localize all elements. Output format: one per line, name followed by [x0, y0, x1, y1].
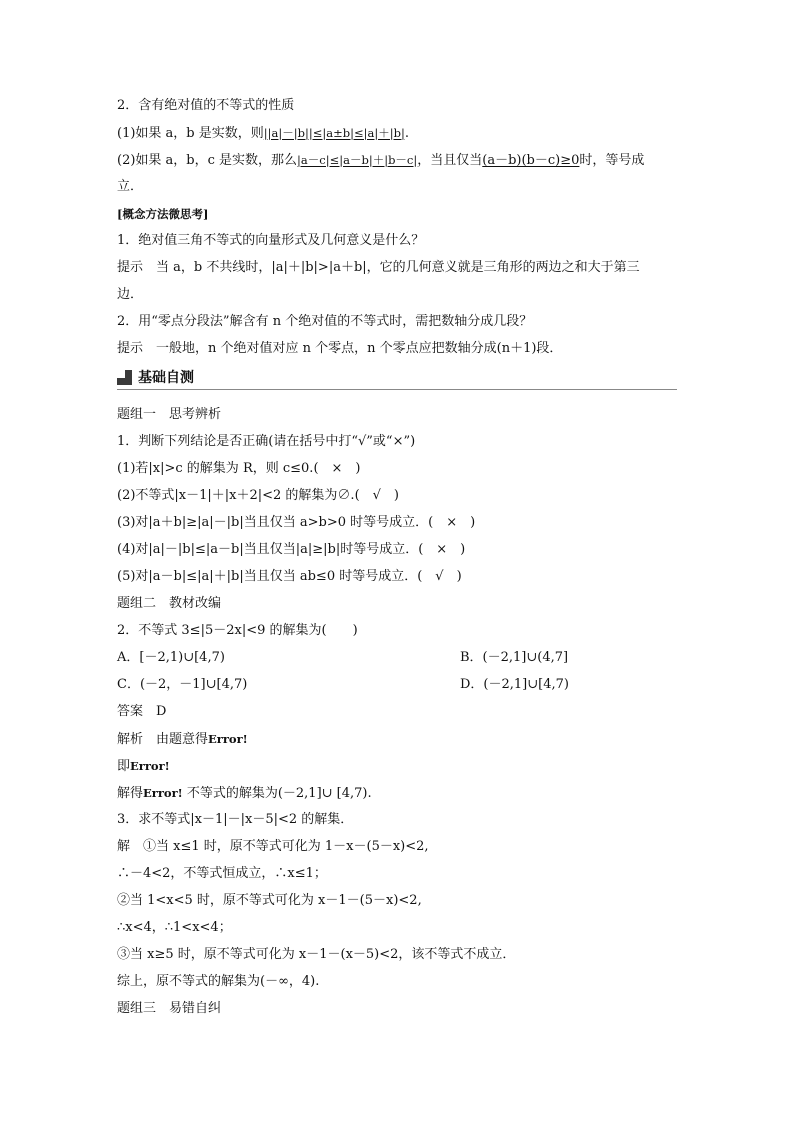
analysis-error-1: Error!: [208, 732, 248, 746]
exercise-1-item-4: (4)对|a|－|b|≤|a－b|当且仅当|a|≥|b|时等号成立．( × ): [117, 542, 466, 557]
analysis-intro: 解析 由题意得: [117, 732, 209, 747]
question-2: 2．用“零点分段法”解含有 n 个绝对值的不等式时，需把数轴分成几段？: [117, 314, 533, 329]
option-b: B．(－2,1]∪(4,7]: [460, 650, 569, 665]
section-square-icon: [117, 370, 132, 385]
property-2-intro: (2)如果 a，b，c 是实数，那么: [117, 153, 298, 168]
section-divider: [117, 389, 677, 390]
hint-1-continued: 边．: [117, 287, 144, 302]
property-2-end: 时，等号成: [579, 153, 645, 168]
group-2-heading: 题组二 教材改编: [117, 596, 222, 611]
analysis-error-3: Error!: [143, 786, 183, 800]
property-2-condition: (a－b)(b－c)≥0: [482, 153, 580, 168]
section-title: 基础自测: [138, 370, 194, 386]
analysis-line-1: [117, 730, 697, 749]
property-2: [117, 151, 697, 170]
exercise-2-options-row-1: [117, 649, 697, 667]
analysis-line-2: [117, 757, 697, 776]
analysis-solve: 解得: [117, 786, 144, 801]
exercise-2-options-row-2: [117, 676, 697, 694]
option-d: D．(－2,1]∪[4,7): [460, 677, 569, 692]
analysis-line-3: [117, 784, 697, 803]
property-1-end: .: [404, 126, 409, 141]
group-1-heading: 题组一 思考辨析: [117, 407, 222, 422]
group-3-heading: 题组三 易错自纠: [117, 1001, 222, 1016]
question-1: 1．绝对值三角不等式的向量形式及几何意义是什么？: [117, 233, 425, 248]
exercise-1-prompt: 1．判断下列结论是否正确(请在括号中打“√”或“×”): [117, 434, 416, 449]
hint-1: 提示 当 a，b 不共线时，|a|＋|b|>|a＋b|，它的几何意义就是三角形的两边之和大于第三: [117, 260, 640, 275]
exercise-1-item-2: (2)不等式|x－1|＋|x＋2|<2 的解集为∅.( √ ): [117, 488, 399, 503]
exercise-1-item-3: (3)对|a＋b|≥|a|－|b|当且仅当 a>b>0 时等号成立．( × ): [117, 515, 476, 530]
section-header: [117, 367, 194, 387]
solution-line-4: ∴x<4，∴1<x<4；: [117, 920, 232, 935]
concept-section-label: [概念方法微思考]: [117, 207, 209, 221]
property-1-formula: ||a|－|b||≤|a±b|≤|a|＋|b|: [263, 126, 405, 140]
property-2-continued: 立．: [117, 179, 144, 194]
property-2-formula: |a－c|≤|a－b|＋|b－c|: [297, 153, 418, 167]
analysis-ji: 即: [117, 759, 131, 774]
solution-line-1: 解 ①当 x≤1 时，原不等式可化为 1－x－(5－x)<2,: [117, 839, 429, 854]
property-heading: 2．含有绝对值的不等式的性质: [117, 98, 295, 113]
option-a: A．[－2,1)∪[4,7): [117, 650, 225, 665]
analysis-result: 不等式的解集为(－2,1]∪ [4,7).: [182, 786, 372, 801]
solution-line-3: ②当 1<x<5 时，原不等式可化为 x－1－(5－x)<2,: [117, 893, 422, 908]
solution-line-5: ③当 x≥5 时，原不等式可化为 x－1－(x－5)<2，该不等式不成立．: [117, 947, 516, 962]
hint-2: 提示 一般地，n 个绝对值对应 n 个零点，n 个零点应把数轴分成(n＋1)段．: [117, 341, 563, 356]
solution-line-2: ∴－4<2，不等式恒成立，∴x≤1；: [117, 866, 327, 881]
exercise-1-item-1: (1)若|x|>c 的解集为 R，则 c≤0.( × ): [117, 461, 361, 476]
property-1: [117, 124, 697, 143]
property-1-intro: (1)如果 a，b 是实数，则: [117, 126, 264, 141]
exercise-3-prompt: 3．求不等式|x－1|－|x－5|<2 的解集．: [117, 812, 354, 827]
answer: 答案 D: [117, 704, 167, 719]
exercise-1-item-5: (5)对|a－b|≤|a|＋|b|当且仅当 ab≤0 时等号成立．( √ ): [117, 569, 462, 584]
solution-conclusion: 综上，原不等式的解集为(－∞，4).: [117, 974, 320, 989]
property-2-mid: ，当且仅当: [417, 153, 483, 168]
exercise-2-prompt: 2．不等式 3≤|5－2x|<9 的解集为( ): [117, 623, 358, 638]
option-c: C．(－2，－1]∪[4,7): [117, 677, 248, 692]
analysis-error-2: Error!: [130, 759, 170, 773]
